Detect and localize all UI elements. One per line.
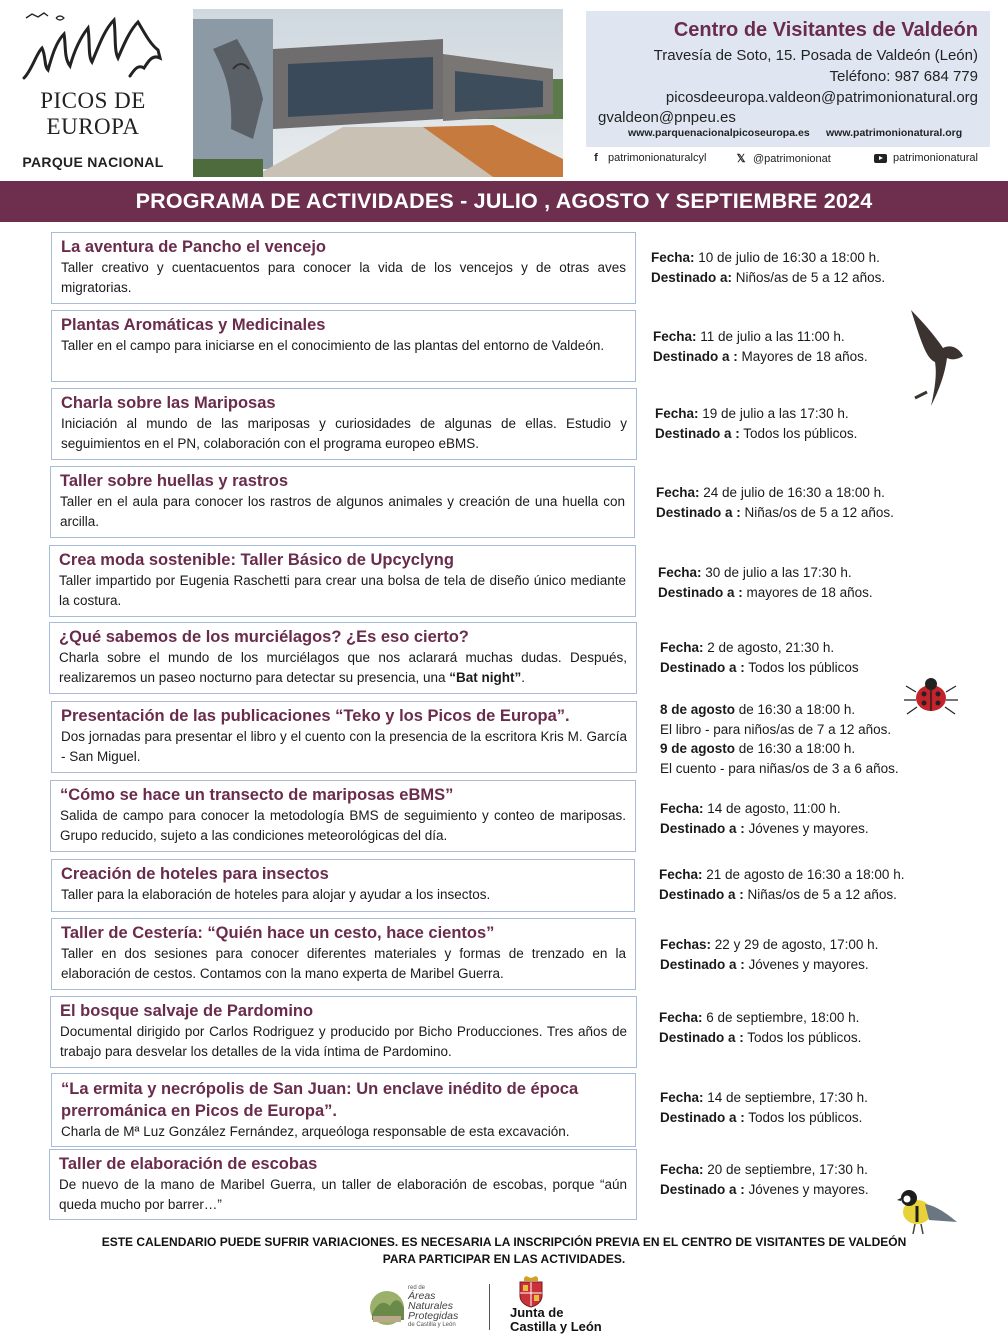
activity-description: Salida de campo para conocer la metodología BMS de seguimiento y conteo de mariposas. Grupo reducido, sujeto a las condiciones meteorológicas del día.: [60, 808, 626, 843]
activity-audience: Niñas/os de 5 a 12 años.: [744, 504, 894, 520]
event-date-2: 9 de agosto: [660, 741, 736, 756]
mountain-silhouette-icon: [18, 8, 168, 88]
network-label-region: de Castilla y León: [408, 1322, 456, 1328]
audience-label: Destinado a :: [660, 1181, 745, 1197]
activity-audience: Niñas/os de 5 a 12 años.: [747, 886, 897, 902]
activity-title: Taller sobre huellas y rastros: [60, 472, 289, 490]
activity-date: 19 de julio a las 17:30 h.: [702, 406, 849, 421]
visitor-center-title: Centro de Visitantes de Valdeón: [673, 19, 978, 41]
activity-date: 21 de agosto de 16:30 a 18:00 h.: [706, 867, 905, 882]
audience-label: Destinado a :: [653, 348, 738, 364]
activity-title: ¿Qué sabemos de los murciélagos? ¿Es eso cierto?: [59, 628, 469, 646]
activity-info: [653, 327, 868, 366]
activity-title: Taller de Cestería: “Quién hace un cesto, hace cientos”: [61, 924, 495, 942]
activity-card: [49, 1149, 637, 1220]
activity-date: 6 de septiembre, 18:00 h.: [706, 1010, 860, 1025]
activity-date: 24 de julio de 16:30 a 18:00 h.: [703, 485, 885, 500]
activity-card: [51, 918, 636, 990]
audience-label: Destinado a :: [659, 1029, 744, 1045]
activity-card: [50, 780, 636, 852]
activity-audience: Todos los públicos.: [747, 1029, 862, 1045]
address: Travesía de Soto, 15. Posada de Valdeón (León): [653, 47, 978, 64]
activity-description: Charla de Mª Luz González Fernández, arqueóloga responsable de esta excavación.: [61, 1124, 570, 1139]
date-label: Fecha:: [660, 640, 704, 655]
activity-description: Taller en el campo para iniciarse en el conocimiento de las plantas del entorno de Valdeón.: [61, 338, 605, 353]
activity-audience: Mayores de 18 años.: [741, 348, 868, 364]
activity-description: Iniciación al mundo de las mariposas y curiosidades de algunas de ellas. Estudio y seguimientos en el PN, colaboración con el programa europeo eBMS.: [61, 416, 627, 451]
activity-info: [660, 638, 859, 677]
activity-title: El bosque salvaje de Pardomino: [60, 1002, 314, 1020]
activity-description: Documental dirigido por Carlos Rodriguez y producido por Bicho Producciones. Tres años de trabajo para desvelar los detalles de la vida íntima de Pardomino.: [60, 1024, 627, 1059]
activity-title: Crea moda sostenible: Taller Básico de Upcyclyng: [59, 551, 454, 569]
activity-date: 11 de julio a las 11:00 h.: [700, 329, 845, 344]
activity-description: Dos jornadas para presentar el libro y el cuento con la presencia de la escritora Kris M. García - San Miguel.: [61, 729, 627, 764]
date-label: Fecha:: [660, 801, 704, 816]
activity-info: [658, 563, 873, 602]
activity-info: [660, 700, 899, 778]
audience-label: Destinado a :: [658, 584, 743, 600]
activity-description: Charla sobre el mundo de los murciélagos que nos aclarará muchas dudas. Después, realizaremos un paseo nocturno para detectar su presencia, una “Bat night”.: [59, 650, 627, 685]
x-label: @patrimonionat: [753, 152, 831, 165]
audience-label: Destinado a :: [656, 504, 741, 520]
great-tit-bird-icon: [895, 1186, 959, 1236]
activity-description: Taller creativo y cuentacuentos para conocer la vida de los vencejos y de otras aves migratorias.: [61, 260, 626, 295]
audience-label: Destinado a :: [660, 820, 745, 836]
activity-card: [50, 996, 637, 1068]
date-label: Fecha:: [651, 250, 695, 265]
junta-castilla-leon-label: Junta de Castilla y León: [510, 1305, 602, 1334]
network-label-main: Áreas Naturales Protegidas: [408, 1290, 459, 1322]
activity-audience: Todos los públicos: [748, 659, 859, 675]
date-label: Fecha:: [660, 1162, 704, 1177]
activity-info: [660, 1088, 868, 1127]
activity-title: Creación de hoteles para insectos: [61, 865, 329, 883]
youtube-label: patrimonionatural: [893, 152, 978, 164]
date-label: Fechas:: [660, 937, 712, 952]
activity-audience: Jóvenes y mayores.: [748, 956, 869, 972]
logo-line-1: PICOS DE: [40, 88, 146, 113]
activity-title: “Cómo se hace un transecto de mariposas eBMS”: [60, 786, 454, 804]
date-label: Fecha:: [658, 565, 702, 580]
program-banner: PROGRAMA DE ACTIVIDADES - JULIO , AGOSTO Y SEPTIEMBRE 2024: [0, 181, 1008, 222]
activity-info: [655, 404, 857, 443]
activity-description: Taller en dos sesiones para conocer diferentes materiales y formas de trenzado en la elaboración de cestos. Contamos con la mano experta de Maribel Guerra.: [61, 946, 626, 981]
activity-card: [51, 859, 635, 912]
date-label: Fecha:: [656, 485, 700, 500]
activity-date: 14 de agosto, 11:00 h.: [707, 801, 841, 816]
activity-title: La aventura de Pancho el vencejo: [61, 238, 327, 256]
event-audience-1: El libro - para niños/as de 7 a 12 años.: [660, 721, 892, 737]
ladybug-icon: [903, 672, 959, 720]
activity-date: 20 de septiembre, 17:30 h.: [707, 1162, 868, 1177]
activity-card: [51, 232, 636, 304]
activity-date: 30 de julio a las 17:30 h.: [705, 565, 852, 580]
phone: Teléfono: 987 684 779: [829, 68, 978, 85]
event-time-2: de 16:30 a 18:00 h.: [738, 741, 856, 756]
activity-info: [659, 1008, 861, 1047]
x-handle[interactable]: [735, 152, 831, 165]
audience-label: Destinado a :: [660, 659, 745, 675]
website-link-1[interactable]: www.parquenacionalpicoseuropa.es: [628, 127, 810, 139]
activity-card: [51, 701, 637, 773]
facebook-handle[interactable]: [590, 152, 706, 164]
activity-title: Presentación de las publicaciones “Teko y los Picos de Europa”.: [61, 707, 570, 725]
activity-description: De nuevo de la mano de Maribel Guerra, un taller de elaboración de escobas, porque “aún queda mucho por barrer…”: [59, 1177, 627, 1212]
activity-audience: mayores de 18 años.: [746, 584, 873, 600]
audience-label: Destinado a :: [655, 425, 740, 441]
date-label: Fecha:: [655, 406, 699, 421]
activity-audience: Jóvenes y mayores.: [748, 1181, 869, 1197]
facebook-icon: f: [594, 152, 598, 164]
activity-title: Taller de elaboración de escobas: [59, 1155, 318, 1173]
natural-areas-network-logo-icon: [368, 1286, 406, 1326]
page-header: [0, 0, 1008, 180]
event-date-1: 8 de agosto: [660, 702, 736, 717]
activity-description: Taller en el aula para conocer los rastros de algunos animales y creación de una huella con arcilla.: [60, 494, 625, 529]
picos-de-europa-logo: [18, 8, 178, 176]
logo-divider: [489, 1284, 490, 1330]
logo-line-3: PARQUE NACIONAL: [22, 154, 164, 170]
activity-title: Plantas Aromáticas y Medicinales: [61, 316, 326, 334]
youtube-icon: [874, 154, 887, 163]
logo-line-2: EUROPA: [46, 114, 140, 139]
activity-title: “La ermita y necrópolis de San Juan: Un enclave inédito de época prerrománica en Picos de Europa”.: [61, 1080, 579, 1120]
activity-card: [49, 622, 637, 694]
network-label-small: red de: [408, 1285, 426, 1291]
x-icon: 𝕏: [736, 153, 746, 165]
swift-bird-icon: [905, 308, 967, 408]
activity-audience: Jóvenes y mayores.: [748, 820, 869, 836]
activity-description: Taller para la elaboración de hoteles para alojar y ayudar a los insectos.: [61, 887, 491, 902]
activity-info: [660, 935, 878, 974]
activity-card: [51, 388, 637, 460]
date-label: Fecha:: [653, 329, 697, 344]
activity-card: [49, 545, 636, 617]
castilla-leon-coat-of-arms-icon: [516, 1276, 546, 1308]
activity-card: [51, 1073, 636, 1147]
sponsor-logos: [366, 1276, 626, 1336]
activity-info: [660, 1160, 869, 1199]
website-link-2[interactable]: www.patrimonionatural.org: [826, 127, 963, 139]
email-link-2[interactable]: gvaldeon@pnpeu.es: [598, 109, 736, 126]
visitor-center-photo: [193, 9, 563, 177]
audience-label: Destinado a :: [660, 956, 745, 972]
event-audience-2: El cuento - para niñas/os de 3 a 6 años.: [660, 760, 899, 776]
date-label: Fecha:: [660, 1090, 704, 1105]
activity-date: 14 de septiembre, 17:30 h.: [707, 1090, 868, 1105]
activity-info: [656, 483, 894, 522]
activity-title: Charla sobre las Mariposas: [61, 394, 276, 412]
activity-info: [660, 799, 869, 838]
email-link[interactable]: picosdeeuropa.valdeon@patrimonionatural.org: [665, 89, 978, 106]
activity-card: [50, 466, 635, 538]
activity-date: 10 de julio de 16:30 a 18:00 h.: [698, 250, 880, 265]
activity-audience: Todos los públicos.: [743, 425, 858, 441]
facebook-label: patrimonionaturalcyl: [608, 152, 707, 164]
date-label: Fecha:: [659, 1010, 703, 1025]
youtube-handle[interactable]: [874, 152, 978, 164]
activity-card: [51, 310, 636, 382]
audience-label: Destinado a :: [660, 1109, 745, 1125]
activity-info: [659, 865, 904, 904]
activity-audience: Todos los públicos.: [748, 1109, 863, 1125]
event-time-1: de 16:30 a 18:00 h.: [738, 702, 856, 717]
audience-label: Destinado a :: [659, 886, 744, 902]
audience-label: Destinado a:: [651, 269, 733, 285]
registration-notice: ESTE CALENDARIO PUEDE SUFRIR VARIACIONES. ES NECESARIA LA INSCRIPCIÓN PREVIA EN EL CENTRO DE VISITANTES DE VALDEÓN PARA PARTICIPAR EN LAS ACTIVIDADES.: [101, 1235, 907, 1266]
date-label: Fecha:: [659, 867, 703, 882]
activity-date: 22 y 29 de agosto, 17:00 h.: [714, 937, 879, 952]
activity-description: Taller impartido por Eugenia Raschetti para crear una bolsa de tela de diseño único mediante la costura.: [59, 573, 626, 608]
activity-info: [651, 248, 885, 287]
activity-audience: Niños/as de 5 a 12 años.: [735, 269, 886, 285]
contact-box: [586, 11, 990, 147]
activity-date: 2 de agosto, 21:30 h.: [707, 640, 835, 655]
